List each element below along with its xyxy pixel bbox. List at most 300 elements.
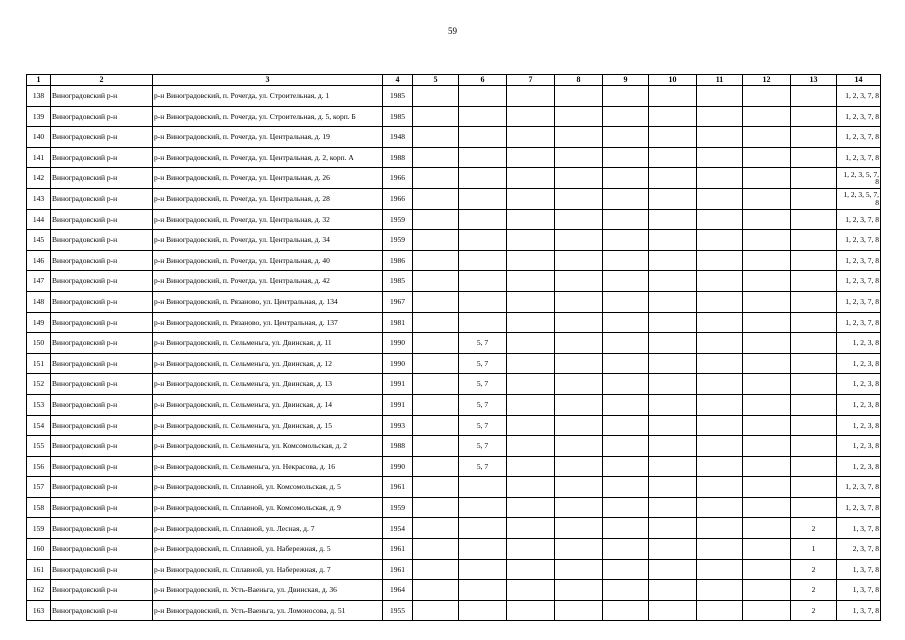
col13-cell [791, 250, 837, 271]
col14-cell: 1, 3, 7, 8 [837, 580, 881, 601]
row-number: 149 [27, 312, 51, 333]
empty-cell [413, 436, 459, 457]
district-cell: Виноградовский р-н [51, 209, 153, 230]
year-cell: 1964 [383, 580, 413, 601]
table-row [27, 374, 881, 395]
table-row [27, 291, 881, 312]
empty-cell [649, 312, 697, 333]
col6-cell [459, 209, 507, 230]
empty-cell [697, 230, 743, 251]
empty-cell [507, 518, 555, 539]
col13-cell [791, 394, 837, 415]
row-number: 161 [27, 559, 51, 580]
year-cell: 1991 [383, 374, 413, 395]
table-row [27, 353, 881, 374]
empty-cell [507, 312, 555, 333]
empty-cell [603, 147, 649, 168]
empty-cell [649, 86, 697, 107]
empty-cell [697, 209, 743, 230]
empty-cell [697, 333, 743, 354]
empty-cell [603, 250, 649, 271]
col6-cell [459, 147, 507, 168]
empty-cell [649, 127, 697, 148]
empty-cell [555, 497, 603, 518]
district-cell: Виноградовский р-н [51, 333, 153, 354]
empty-cell [649, 168, 697, 189]
col14-cell: 1, 2, 3, 7, 8 [837, 127, 881, 148]
district-cell: Виноградовский р-н [51, 477, 153, 498]
empty-cell [555, 250, 603, 271]
empty-cell [507, 209, 555, 230]
year-cell: 1981 [383, 312, 413, 333]
empty-cell [743, 291, 791, 312]
empty-cell [413, 600, 459, 621]
col14-cell: 1, 3, 7, 8 [837, 518, 881, 539]
address-cell: р-н Виноградовский, п. Усть-Ваеньга, ул. Двинская, д. 36 [153, 580, 383, 601]
col13-cell [791, 312, 837, 333]
row-number: 143 [27, 188, 51, 209]
col6-cell [459, 600, 507, 621]
district-cell: Виноградовский р-н [51, 374, 153, 395]
table-row [27, 539, 881, 560]
table-row [27, 127, 881, 148]
empty-cell [555, 559, 603, 580]
empty-cell [697, 518, 743, 539]
col6-cell: 5, 7 [459, 333, 507, 354]
empty-cell [555, 168, 603, 189]
empty-cell [649, 209, 697, 230]
col13-cell: 2 [791, 580, 837, 601]
row-number: 158 [27, 497, 51, 518]
col14-cell: 1, 2, 3, 7, 8 [837, 497, 881, 518]
empty-cell [413, 394, 459, 415]
district-cell: Виноградовский р-н [51, 497, 153, 518]
empty-cell [413, 271, 459, 292]
empty-cell [413, 559, 459, 580]
empty-cell [603, 497, 649, 518]
empty-cell [555, 518, 603, 539]
empty-cell [697, 250, 743, 271]
empty-cell [603, 86, 649, 107]
district-cell: Виноградовский р-н [51, 230, 153, 251]
table-row [27, 600, 881, 621]
page-number: 59 [448, 26, 457, 36]
col6-cell: 5, 7 [459, 374, 507, 395]
empty-cell [649, 518, 697, 539]
empty-cell [413, 518, 459, 539]
row-number: 145 [27, 230, 51, 251]
column-header-9: 9 [603, 75, 649, 86]
address-cell: р-н Виноградовский, п. Рязаново, ул. Центральная, д. 137 [153, 312, 383, 333]
address-cell: р-н Виноградовский, п. Рочегда, ул. Центральная, д. 42 [153, 271, 383, 292]
col14-cell: 1, 2, 3, 7, 8 [837, 291, 881, 312]
col14-cell: 2, 3, 7, 8 [837, 539, 881, 560]
address-cell: р-н Виноградовский, п. Рочегда, ул. Центральная, д. 19 [153, 127, 383, 148]
address-cell: р-н Виноградовский, п. Усть-Ваеньга, ул. Ломоносова, д. 51 [153, 600, 383, 621]
table-row [27, 147, 881, 168]
empty-cell [507, 333, 555, 354]
empty-cell [555, 312, 603, 333]
empty-cell [697, 291, 743, 312]
col13-cell [791, 353, 837, 374]
column-header-8: 8 [555, 75, 603, 86]
column-header-3: 3 [153, 75, 383, 86]
col6-cell [459, 250, 507, 271]
empty-cell [507, 168, 555, 189]
empty-cell [649, 230, 697, 251]
empty-cell [555, 477, 603, 498]
empty-cell [697, 477, 743, 498]
col13-cell: 2 [791, 600, 837, 621]
address-cell: р-н Виноградовский, п. Рочегда, ул. Строительная, д. 1 [153, 86, 383, 107]
col14-cell: 1, 2, 3, 7, 8 [837, 271, 881, 292]
year-cell: 1954 [383, 518, 413, 539]
empty-cell [649, 580, 697, 601]
address-cell: р-н Виноградовский, п. Сельменьга, ул. Двинская, д. 12 [153, 353, 383, 374]
empty-cell [507, 353, 555, 374]
empty-cell [743, 312, 791, 333]
empty-cell [603, 291, 649, 312]
row-number: 155 [27, 436, 51, 457]
empty-cell [649, 394, 697, 415]
empty-cell [413, 188, 459, 209]
table-row [27, 312, 881, 333]
year-cell: 1967 [383, 291, 413, 312]
empty-cell [743, 559, 791, 580]
address-cell: р-н Виноградовский, п. Сельменьга, ул. Двинская, д. 13 [153, 374, 383, 395]
empty-cell [697, 127, 743, 148]
table-row [27, 188, 881, 209]
empty-cell [649, 600, 697, 621]
empty-cell [603, 394, 649, 415]
row-number: 157 [27, 477, 51, 498]
empty-cell [413, 539, 459, 560]
col6-cell: 5, 7 [459, 415, 507, 436]
row-number: 151 [27, 353, 51, 374]
empty-cell [555, 291, 603, 312]
col13-cell [791, 168, 837, 189]
address-cell: р-н Виноградовский, п. Сельменьга, ул. Некрасова, д. 16 [153, 456, 383, 477]
year-cell: 1990 [383, 456, 413, 477]
col13-cell [791, 333, 837, 354]
col13-cell [791, 188, 837, 209]
col13-cell [791, 209, 837, 230]
col14-cell: 1, 2, 3, 7, 8 [837, 147, 881, 168]
column-header-11: 11 [697, 75, 743, 86]
row-number: 144 [27, 209, 51, 230]
empty-cell [603, 333, 649, 354]
housing-table [26, 74, 881, 621]
row-number: 150 [27, 333, 51, 354]
row-number: 146 [27, 250, 51, 271]
empty-cell [507, 250, 555, 271]
empty-cell [649, 415, 697, 436]
empty-cell [507, 188, 555, 209]
col6-cell [459, 291, 507, 312]
empty-cell [555, 106, 603, 127]
empty-cell [555, 271, 603, 292]
district-cell: Виноградовский р-н [51, 518, 153, 539]
empty-cell [743, 539, 791, 560]
empty-cell [507, 230, 555, 251]
empty-cell [743, 209, 791, 230]
col14-cell: 1, 2, 3, 7, 8 [837, 250, 881, 271]
empty-cell [555, 147, 603, 168]
table-row [27, 436, 881, 457]
empty-cell [603, 580, 649, 601]
col13-cell [791, 374, 837, 395]
empty-cell [603, 436, 649, 457]
empty-cell [697, 147, 743, 168]
empty-cell [743, 188, 791, 209]
table-row [27, 230, 881, 251]
col13-cell [791, 436, 837, 457]
empty-cell [413, 86, 459, 107]
year-cell: 1988 [383, 436, 413, 457]
empty-cell [507, 147, 555, 168]
row-number: 141 [27, 147, 51, 168]
col14-cell: 1, 2, 3, 7, 8 [837, 477, 881, 498]
empty-cell [603, 353, 649, 374]
empty-cell [649, 291, 697, 312]
year-cell: 1985 [383, 106, 413, 127]
col14-cell: 1, 2, 3, 8 [837, 456, 881, 477]
year-cell: 1959 [383, 497, 413, 518]
column-header-5: 5 [413, 75, 459, 86]
col6-cell [459, 518, 507, 539]
address-cell: р-н Виноградовский, п. Сельменьга, ул. Двинская, д. 11 [153, 333, 383, 354]
empty-cell [413, 127, 459, 148]
empty-cell [649, 147, 697, 168]
column-header-12: 12 [743, 75, 791, 86]
year-cell: 1988 [383, 147, 413, 168]
col13-cell: 2 [791, 518, 837, 539]
empty-cell [697, 353, 743, 374]
empty-cell [743, 147, 791, 168]
district-cell: Виноградовский р-н [51, 559, 153, 580]
col13-cell [791, 497, 837, 518]
district-cell: Виноградовский р-н [51, 312, 153, 333]
row-number: 140 [27, 127, 51, 148]
empty-cell [649, 539, 697, 560]
empty-cell [697, 559, 743, 580]
year-cell: 1985 [383, 271, 413, 292]
empty-cell [413, 106, 459, 127]
district-cell: Виноградовский р-н [51, 394, 153, 415]
district-cell: Виноградовский р-н [51, 539, 153, 560]
table-row [27, 168, 881, 189]
empty-cell [649, 106, 697, 127]
row-number: 148 [27, 291, 51, 312]
empty-cell [507, 559, 555, 580]
col6-cell [459, 127, 507, 148]
empty-cell [743, 600, 791, 621]
empty-cell [555, 374, 603, 395]
empty-cell [555, 333, 603, 354]
empty-cell [507, 86, 555, 107]
col13-cell [791, 147, 837, 168]
empty-cell [697, 188, 743, 209]
col14-cell: 1, 3, 7, 8 [837, 559, 881, 580]
empty-cell [697, 106, 743, 127]
col13-cell [791, 127, 837, 148]
empty-cell [649, 271, 697, 292]
column-header-2: 2 [51, 75, 153, 86]
district-cell: Виноградовский р-н [51, 291, 153, 312]
empty-cell [413, 374, 459, 395]
col14-cell: 1, 2, 3, 8 [837, 353, 881, 374]
row-number: 163 [27, 600, 51, 621]
year-cell: 1990 [383, 333, 413, 354]
empty-cell [697, 600, 743, 621]
empty-cell [603, 477, 649, 498]
district-cell: Виноградовский р-н [51, 271, 153, 292]
empty-cell [603, 312, 649, 333]
empty-cell [697, 271, 743, 292]
table-body [27, 86, 881, 621]
table-row [27, 333, 881, 354]
empty-cell [743, 436, 791, 457]
empty-cell [507, 539, 555, 560]
col6-cell [459, 539, 507, 560]
address-cell: р-н Виноградовский, п. Рочегда, ул. Центральная, д. 40 [153, 250, 383, 271]
district-cell: Виноградовский р-н [51, 86, 153, 107]
col13-cell [791, 477, 837, 498]
year-cell: 1961 [383, 477, 413, 498]
col14-cell: 1, 2, 3, 7, 8 [837, 209, 881, 230]
district-cell: Виноградовский р-н [51, 188, 153, 209]
row-number: 160 [27, 539, 51, 560]
col6-cell [459, 230, 507, 251]
table-row [27, 477, 881, 498]
empty-cell [603, 374, 649, 395]
district-cell: Виноградовский р-н [51, 436, 153, 457]
column-header-6: 6 [459, 75, 507, 86]
col6-cell: 5, 7 [459, 436, 507, 457]
col14-cell: 1, 2, 3, 7, 8 [837, 86, 881, 107]
empty-cell [555, 86, 603, 107]
empty-cell [743, 456, 791, 477]
year-cell: 1966 [383, 188, 413, 209]
col13-cell [791, 456, 837, 477]
year-cell: 1966 [383, 168, 413, 189]
row-number: 152 [27, 374, 51, 395]
col14-cell: 1, 2, 3, 8 [837, 333, 881, 354]
col13-cell [791, 106, 837, 127]
row-number: 159 [27, 518, 51, 539]
empty-cell [603, 456, 649, 477]
col6-cell: 5, 7 [459, 353, 507, 374]
empty-cell [413, 209, 459, 230]
address-cell: р-н Виноградовский, п. Сплавной, ул. Набережная, д. 7 [153, 559, 383, 580]
row-number: 147 [27, 271, 51, 292]
col13-cell [791, 86, 837, 107]
empty-cell [603, 600, 649, 621]
col6-cell [459, 497, 507, 518]
empty-cell [649, 353, 697, 374]
empty-cell [697, 86, 743, 107]
column-header-4: 4 [383, 75, 413, 86]
empty-cell [697, 394, 743, 415]
empty-cell [507, 374, 555, 395]
empty-cell [743, 127, 791, 148]
district-cell: Виноградовский р-н [51, 106, 153, 127]
address-cell: р-н Виноградовский, п. Рочегда, ул. Центральная, д. 26 [153, 168, 383, 189]
address-cell: р-н Виноградовский, п. Сплавной, ул. Лесная, д. 7 [153, 518, 383, 539]
empty-cell [743, 168, 791, 189]
col14-cell: 1, 2, 3, 8 [837, 436, 881, 457]
empty-cell [743, 333, 791, 354]
row-number: 156 [27, 456, 51, 477]
column-header-13: 13 [791, 75, 837, 86]
empty-cell [743, 250, 791, 271]
column-header-10: 10 [649, 75, 697, 86]
address-cell: р-н Виноградовский, п. Рязаново, ул. Центральная, д. 134 [153, 291, 383, 312]
empty-cell [507, 497, 555, 518]
empty-cell [413, 147, 459, 168]
empty-cell [743, 415, 791, 436]
empty-cell [555, 230, 603, 251]
row-number: 139 [27, 106, 51, 127]
year-cell: 1959 [383, 230, 413, 251]
empty-cell [555, 188, 603, 209]
col6-cell: 5, 7 [459, 394, 507, 415]
empty-cell [555, 436, 603, 457]
empty-cell [507, 394, 555, 415]
empty-cell [413, 312, 459, 333]
col13-cell: 1 [791, 539, 837, 560]
address-cell: р-н Виноградовский, п. Рочегда, ул. Центральная, д. 34 [153, 230, 383, 251]
empty-cell [413, 456, 459, 477]
empty-cell [743, 497, 791, 518]
col14-cell: 1, 2, 3, 7, 8 [837, 312, 881, 333]
table-row [27, 518, 881, 539]
col6-cell [459, 580, 507, 601]
address-cell: р-н Виноградовский, п. Рочегда, ул. Центральная, д. 2, корп. А [153, 147, 383, 168]
empty-cell [507, 415, 555, 436]
empty-cell [697, 436, 743, 457]
col14-cell: 1, 2, 3, 8 [837, 394, 881, 415]
empty-cell [603, 415, 649, 436]
empty-cell [507, 271, 555, 292]
col13-cell [791, 291, 837, 312]
empty-cell [603, 209, 649, 230]
year-cell: 1993 [383, 415, 413, 436]
col14-cell: 1, 2, 3, 8 [837, 415, 881, 436]
empty-cell [555, 209, 603, 230]
empty-cell [649, 188, 697, 209]
empty-cell [413, 353, 459, 374]
col6-cell [459, 188, 507, 209]
col6-cell [459, 312, 507, 333]
empty-cell [413, 477, 459, 498]
empty-cell [507, 106, 555, 127]
address-cell: р-н Виноградовский, п. Сельменьга, ул. Двинская, д. 15 [153, 415, 383, 436]
empty-cell [413, 168, 459, 189]
district-cell: Виноградовский р-н [51, 415, 153, 436]
district-cell: Виноградовский р-н [51, 580, 153, 601]
year-cell: 1991 [383, 394, 413, 415]
empty-cell [555, 394, 603, 415]
address-cell: р-н Виноградовский, п. Рочегда, ул. Центральная, д. 32 [153, 209, 383, 230]
column-header-14: 14 [837, 75, 881, 86]
empty-cell [649, 436, 697, 457]
empty-cell [413, 291, 459, 312]
empty-cell [743, 230, 791, 251]
empty-cell [603, 168, 649, 189]
empty-cell [413, 415, 459, 436]
table-row [27, 86, 881, 107]
